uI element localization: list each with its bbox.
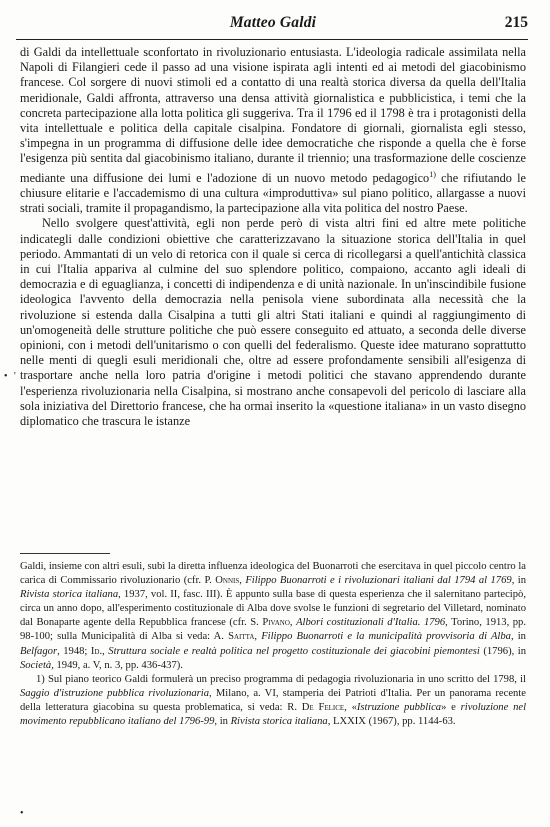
footnote-1 <box>20 673 526 729</box>
fn-1-4: , « <box>344 701 357 713</box>
footnote-continued <box>20 560 526 673</box>
running-title: Matteo Galdi <box>229 14 317 31</box>
fn-a-15: Belfagor <box>20 645 58 657</box>
paragraph-1 <box>20 45 526 216</box>
header-rule <box>16 39 528 40</box>
footnote-rule <box>20 553 110 554</box>
fn-a-22: , 1949, a. V, n. 3, pp. 436-437). <box>51 659 183 671</box>
fn-1-3: De Felice <box>301 701 345 713</box>
fn-a-8: , <box>289 617 297 629</box>
fn-a-4: , in <box>511 575 527 587</box>
bottom-mark: • <box>20 808 24 819</box>
fn-a-3: Filippo Buonarroti e i rivoluzionari italiani dal 1794 al 1769 <box>245 575 512 587</box>
fn-1-7: rivoluzione nel movimento repubblicano italiano del 1796-99 <box>20 701 527 728</box>
fn-1-0: 1) Sul piano teorico Galdi formulerà un preciso programma di pedagogia rivoluzionaria in uno scritto del 1798, il <box>36 673 526 685</box>
fn-1-6: » e <box>441 701 461 713</box>
running-header <box>18 14 528 36</box>
fn-a-1: Onnis <box>215 575 240 587</box>
main-text <box>20 45 526 429</box>
fn-a-12: , <box>254 631 262 643</box>
page-number: 215 <box>504 14 528 31</box>
footnote-ref-1: 1) <box>429 169 436 179</box>
fn-1-9: Rivista storica italiana <box>230 716 328 728</box>
fn-a-7: Pivano <box>262 617 290 629</box>
fn-a-6: , 1937, vol. II, fasc. III). È appunto sulla base di questa esperienza che il salernitano partecipò, circa un anno dopo, all'esperimento costituzionale di Alba dove svolse le funzioni di segretario del Villetard, nominato dal Bonaparte agente della Repubblica francese (cfr. S. <box>20 589 526 629</box>
fn-a-18: , <box>102 645 109 657</box>
fn-a-17: Id. <box>90 645 103 657</box>
fn-a-2: , <box>239 575 246 587</box>
margin-mark: • ' <box>4 371 18 382</box>
fn-1-10: , LXXIX (1967), pp. 1144-63. <box>327 716 456 728</box>
fn-a-9: Albori costituzionali d'Italia. 1796 <box>296 617 446 629</box>
fn-a-20: (1796), in <box>479 645 527 657</box>
paragraph-1-text-b: che rifiutando le chiusure elitarie e l'accademismo di una cultura «improduttiva» sul piano politico, allargasse a nuovi strati sociali, tramite il propagandismo, la partecipazione alla vita politica del nostro Paese. <box>20 170 526 216</box>
fn-a-5: Rivista storica italiana <box>20 589 119 601</box>
paragraph-1-text-a: di Galdi da intellettuale sconfortato in rivoluzionario entusiasta. L'ideologia radicale assimilata nella Napoli di Filangieri cede il passo ad una visione ispirata agli intenti ed ai metodi del giacobinismo francese. Col sorgere di nuovi stimoli ed a contatto di una realtà storica diversa da quella dell'Italia meridionale, Galdi affronta, attraverso una densa attività giornalistica e pubblicistica, i temi che la concreta partecipazione alla lotta politica gli suggeriva. Tra il 1796 ed il 1798 è tra i protagonisti della vita intellettuale e politica della capitale cisalpina. Fondatore di giornali, giornalista egli stesso, s'impegna in un programma di diffusione delle idee democratiche che risponde a quella che è forse l'esigenza più sentita dal giacobinismo italiano, durante il triennio; una trasformazione delle coscienze mediante una diffusione dei lumi e l'adozione di un nuovo metodo pedagogico <box>20 45 526 185</box>
fn-1-2: , Milano, a. VI, stamperia dei Patrioti d'Italia. Per un panorama recente della letteratura giacobina su questa problematica, si veda: R. <box>20 687 526 713</box>
fn-a-14: , in <box>510 631 526 643</box>
paragraph-2: Nello svolgere quest'attività, egli non perde però di vista altri fini ed altre mete politiche indicategli dalle condizioni obiettive che caratterizzavano la situazione storica dell'Italia in quel periodo. Ammantati di un velo di retorica con il quale si cerca di ricollegarsi a quell'antichità classica in cui l'Italia appariva al culmine del suo splendore politico, compaiono, accanto agli ideali di democrazia e di eguaglianza, i concetti di indipendenza e di unità nazionale. In un'inscindibile fusione ideologica l'avvento della democrazia nella penisola viene subordinata alla necessità che la rivoluzione si estenda dalla Cisalpina a tutti gli altri Stati italiani e quindi al raggiungimento di un'omogeneità delle strutture politiche che può essere conseguito ed attuato, a seconda delle diverse opinioni, con i metodi dell'unitarismo o con quelli del federalismo. Queste idee maturano soprattutto nelle menti di quegli esuli meridionali che, oltre ad essere profondamente sensibili all'esigenza di trasportare anche nella loro patria d'origine i metodi politici che stavano apprendendo durante l'esperienza rivoluzionaria nella Cisalpina, si mostrano anche consapevoli del pericolo di lasciare alla sola iniziativa del Direttorio francese, che ha ormai inserito la «questione italiana» in un vasto disegno diplomatico che trascura le istanze <box>20 216 526 428</box>
fn-a-10: , Torino, 1913, pp. 98-100; sulla Municipalità di Alba si veda: A. <box>20 617 527 643</box>
footnotes <box>20 560 526 729</box>
fn-1-5: Istruzione pubblica <box>356 701 442 713</box>
fn-1-1: Saggio d'istruzione pubblica rivoluzionaria <box>20 687 210 699</box>
fn-a-13: Filippo Buonarroti e la municipalità provvisoria di Alba <box>261 631 511 643</box>
fn-a-19: Struttura sociale e realtà politica nel progetto costituzionale dei giacobini piemontesi <box>108 645 480 657</box>
fn-1-8: , in <box>214 716 231 728</box>
fn-a-16: , 1948; <box>57 645 91 657</box>
fn-a-0: Galdi, insieme con altri esuli, subì la diretta influenza ideologica del Buonarroti che esercitava in quel piccolo centro la carica di Commissario rivoluzionario (cfr. P. <box>20 561 526 587</box>
fn-a-11: Saitta <box>228 631 255 643</box>
fn-a-21: Società <box>20 659 52 671</box>
